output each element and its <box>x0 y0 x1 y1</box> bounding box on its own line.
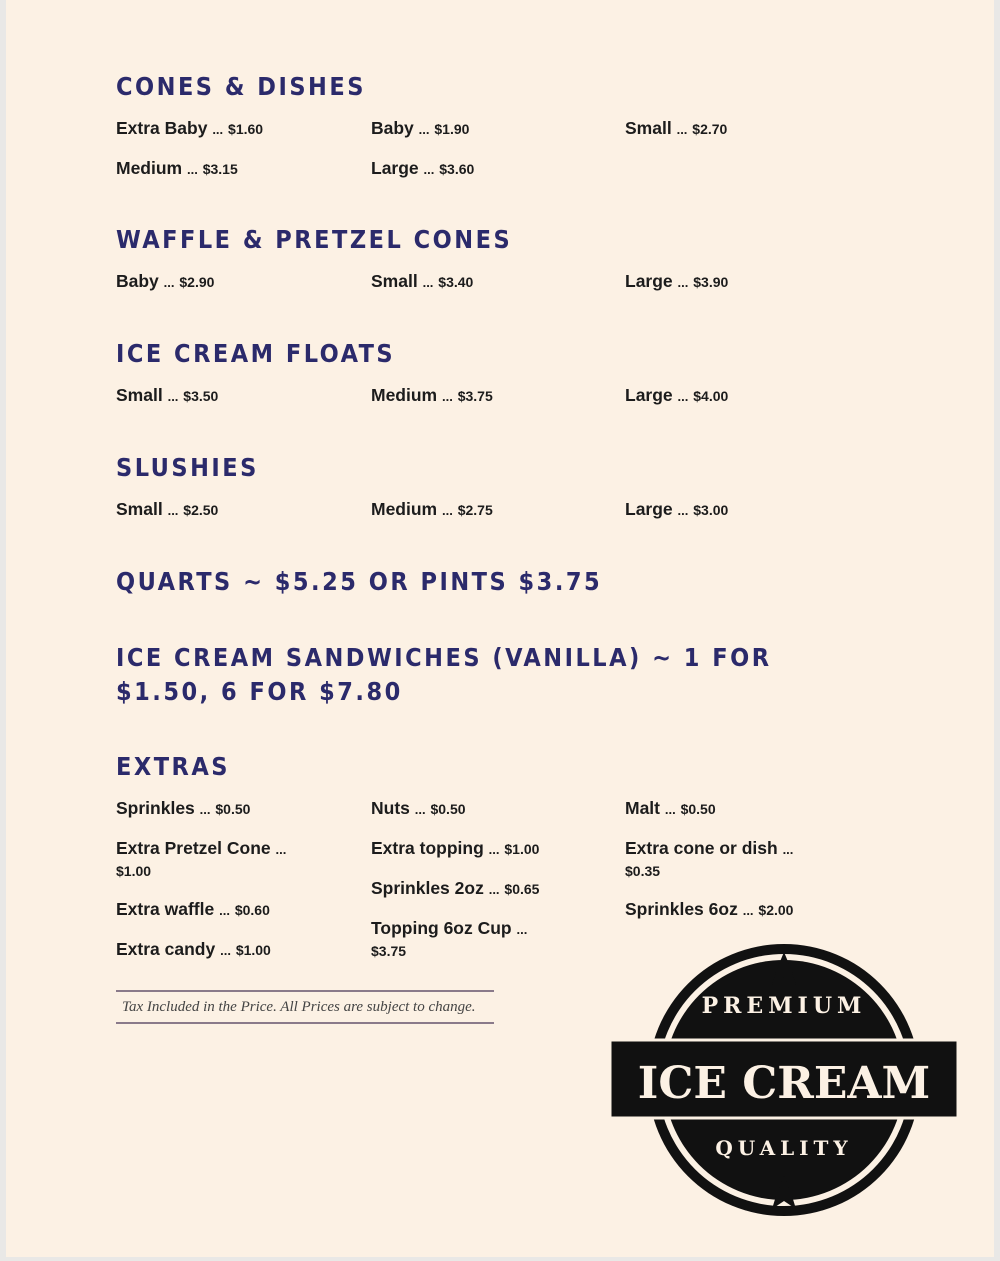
section-title: QUARTS ~ $5.25 OR PINTS $3.75 <box>116 567 603 596</box>
menu-item: Extra topping ... $1.00 <box>371 838 540 858</box>
column <box>371 271 591 311</box>
menu-item: Extra Baby ... $1.60 <box>116 118 264 138</box>
section-quarts <box>116 565 876 599</box>
logo-main-text: ICE CREAM <box>637 1058 931 1109</box>
column <box>371 499 591 539</box>
menu-item: Baby ... $2.90 <box>116 271 215 291</box>
column <box>116 118 336 198</box>
ice-cream-badge-logo <box>606 940 962 1220</box>
menu-item: Medium ... $3.75 <box>371 385 493 405</box>
menu-item: Malt ... $0.50 <box>625 798 716 818</box>
menu-item: Medium ... $3.15 <box>116 158 238 178</box>
section-title: WAFFLE & PRETZEL CONES <box>116 225 513 254</box>
logo-top-text: PREMIUM <box>701 993 867 1019</box>
section-extras <box>116 750 876 959</box>
menu-item: Sprinkles 2oz ... $0.65 <box>371 878 540 898</box>
column <box>625 499 845 539</box>
section-cones-dishes <box>116 70 876 178</box>
menu-item: Small ... $3.50 <box>116 385 219 405</box>
section-sandwiches <box>116 641 816 709</box>
menu-item: Small ... $2.50 <box>116 499 219 519</box>
section-title: ICE CREAM FLOATS <box>116 339 396 368</box>
column <box>116 499 336 539</box>
menu-item: Extra cone or dish ... $0.35 <box>625 838 794 879</box>
section-title: SLUSHIES <box>116 453 259 482</box>
menu-item: Large ... $3.00 <box>625 499 729 519</box>
menu-item: Small ... $3.40 <box>371 271 474 291</box>
menu-item: Large ... $4.00 <box>625 385 729 405</box>
menu-item: Nuts ... $0.50 <box>371 798 466 818</box>
menu-item: Topping 6oz Cup ... $3.75 <box>371 918 528 959</box>
column <box>371 798 591 979</box>
section-slushies <box>116 451 876 519</box>
menu-item: Medium ... $2.75 <box>371 499 493 519</box>
menu-item: Extra candy ... $1.00 <box>116 939 271 959</box>
menu-item: Sprinkles ... $0.50 <box>116 798 251 818</box>
menu-page <box>6 0 994 1257</box>
menu-item: Large ... $3.60 <box>371 158 475 178</box>
logo-bottom-text: QUALITY <box>715 1136 853 1160</box>
column <box>116 385 336 425</box>
section-title: CONES & DISHES <box>116 72 366 101</box>
column <box>625 798 845 939</box>
column <box>371 385 591 425</box>
column <box>625 118 845 158</box>
menu-item: Sprinkles 6oz ... $2.00 <box>625 899 794 919</box>
menu-item: Baby ... $1.90 <box>371 118 470 138</box>
column <box>371 118 591 198</box>
column <box>116 798 336 979</box>
menu-item: Extra Pretzel Cone ... $1.00 <box>116 838 287 879</box>
column <box>625 385 845 425</box>
section-title: ICE CREAM SANDWICHES (VANILLA) ~ 1 FOR $1.50, 6 FOR $7.80 <box>116 643 772 706</box>
section-title: EXTRAS <box>116 752 230 781</box>
column <box>116 271 336 311</box>
price-disclaimer: Tax Included in the Price. All Prices are subject to change. <box>116 990 494 1024</box>
menu-item: Small ... $2.70 <box>625 118 728 138</box>
column <box>625 271 845 311</box>
section-waffle-pretzel <box>116 223 876 291</box>
menu-item: Large ... $3.90 <box>625 271 729 291</box>
menu-item: Extra waffle ... $0.60 <box>116 899 270 919</box>
section-floats <box>116 337 876 405</box>
